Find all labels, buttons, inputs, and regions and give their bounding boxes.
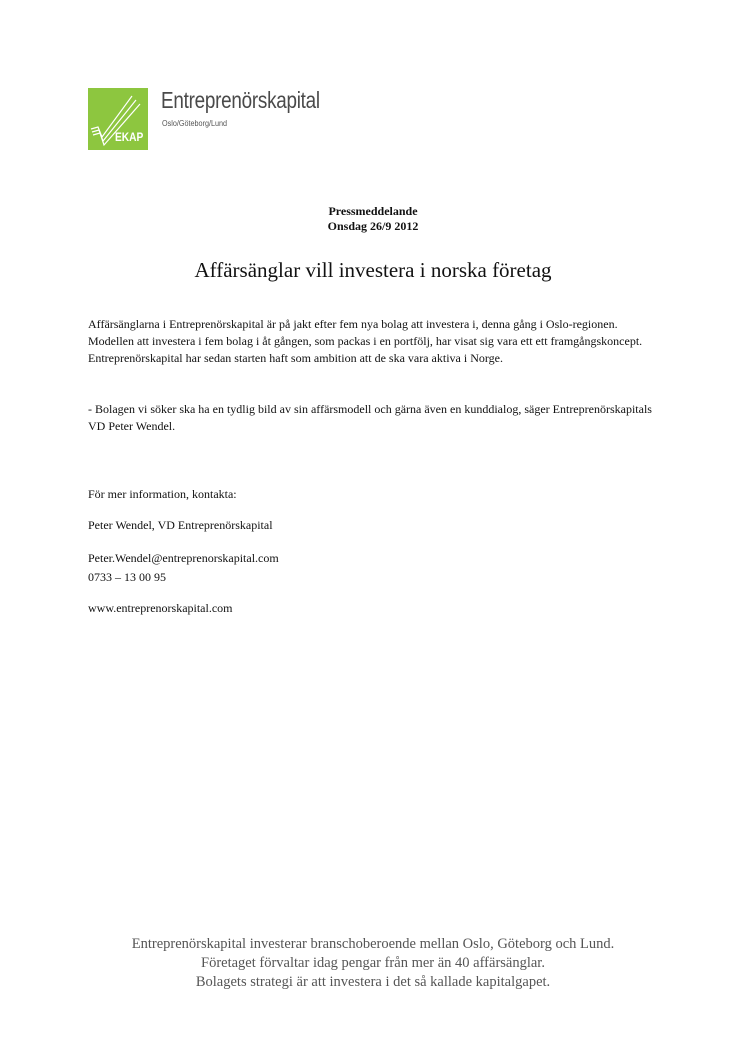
contact-intro: För mer information, kontakta: xyxy=(88,487,237,501)
logo-mark xyxy=(88,88,148,150)
footer-line-3: Bolagets strategi är att investera i det så kallade kapitalgapet. xyxy=(195,974,551,990)
contact-phone: 0733 – 13 00 95 xyxy=(88,570,166,584)
footer-line-1: Entreprenörskapital investerar branschoberoende mellan Oslo, Göteborg och Lund. xyxy=(131,936,615,952)
press-release-header xyxy=(0,204,746,234)
footer xyxy=(0,935,746,992)
headline: Affärsänglar vill investera i norska företag xyxy=(194,258,552,282)
logo-mark-text: EKAP xyxy=(115,130,144,144)
body-paragraph-1: Affärsänglarna i Entreprenörskapital är på jakt efter fem nya bolag att investera i, denna gång i Oslo-regionen. Modellen att investera i fem bolag i åt gången, som packas i en portfölj, har visat sig vara ett ett framgångskoncept. Entreprenörskapital har sedan starten haft som ambition att de ska vara aktiva i Norge. xyxy=(88,317,643,365)
company-logo xyxy=(88,88,328,152)
contact-person: Peter Wendel, VD Entreprenörskapital xyxy=(88,518,273,532)
footer-line-2: Företaget förvaltar idag pengar från mer än 40 affärsänglar. xyxy=(201,955,545,971)
logo-cities: Oslo/Göteborg/Lund xyxy=(162,118,228,128)
contact-website: www.entreprenorskapital.com xyxy=(88,601,233,615)
contact-email: Peter.Wendel@entreprenorskapital.com xyxy=(88,551,279,565)
body-paragraph-2: - Bolagen vi söker ska ha en tydlig bild av sin affärsmodell och gärna även en kunddialog, säger Entreprenörskapitals VD Peter Wendel. xyxy=(88,402,652,433)
press-release-label: Pressmeddelande xyxy=(328,204,418,218)
logo-company-name: Entreprenörskapital xyxy=(161,87,320,113)
press-release-date: Onsdag 26/9 2012 xyxy=(327,219,419,233)
